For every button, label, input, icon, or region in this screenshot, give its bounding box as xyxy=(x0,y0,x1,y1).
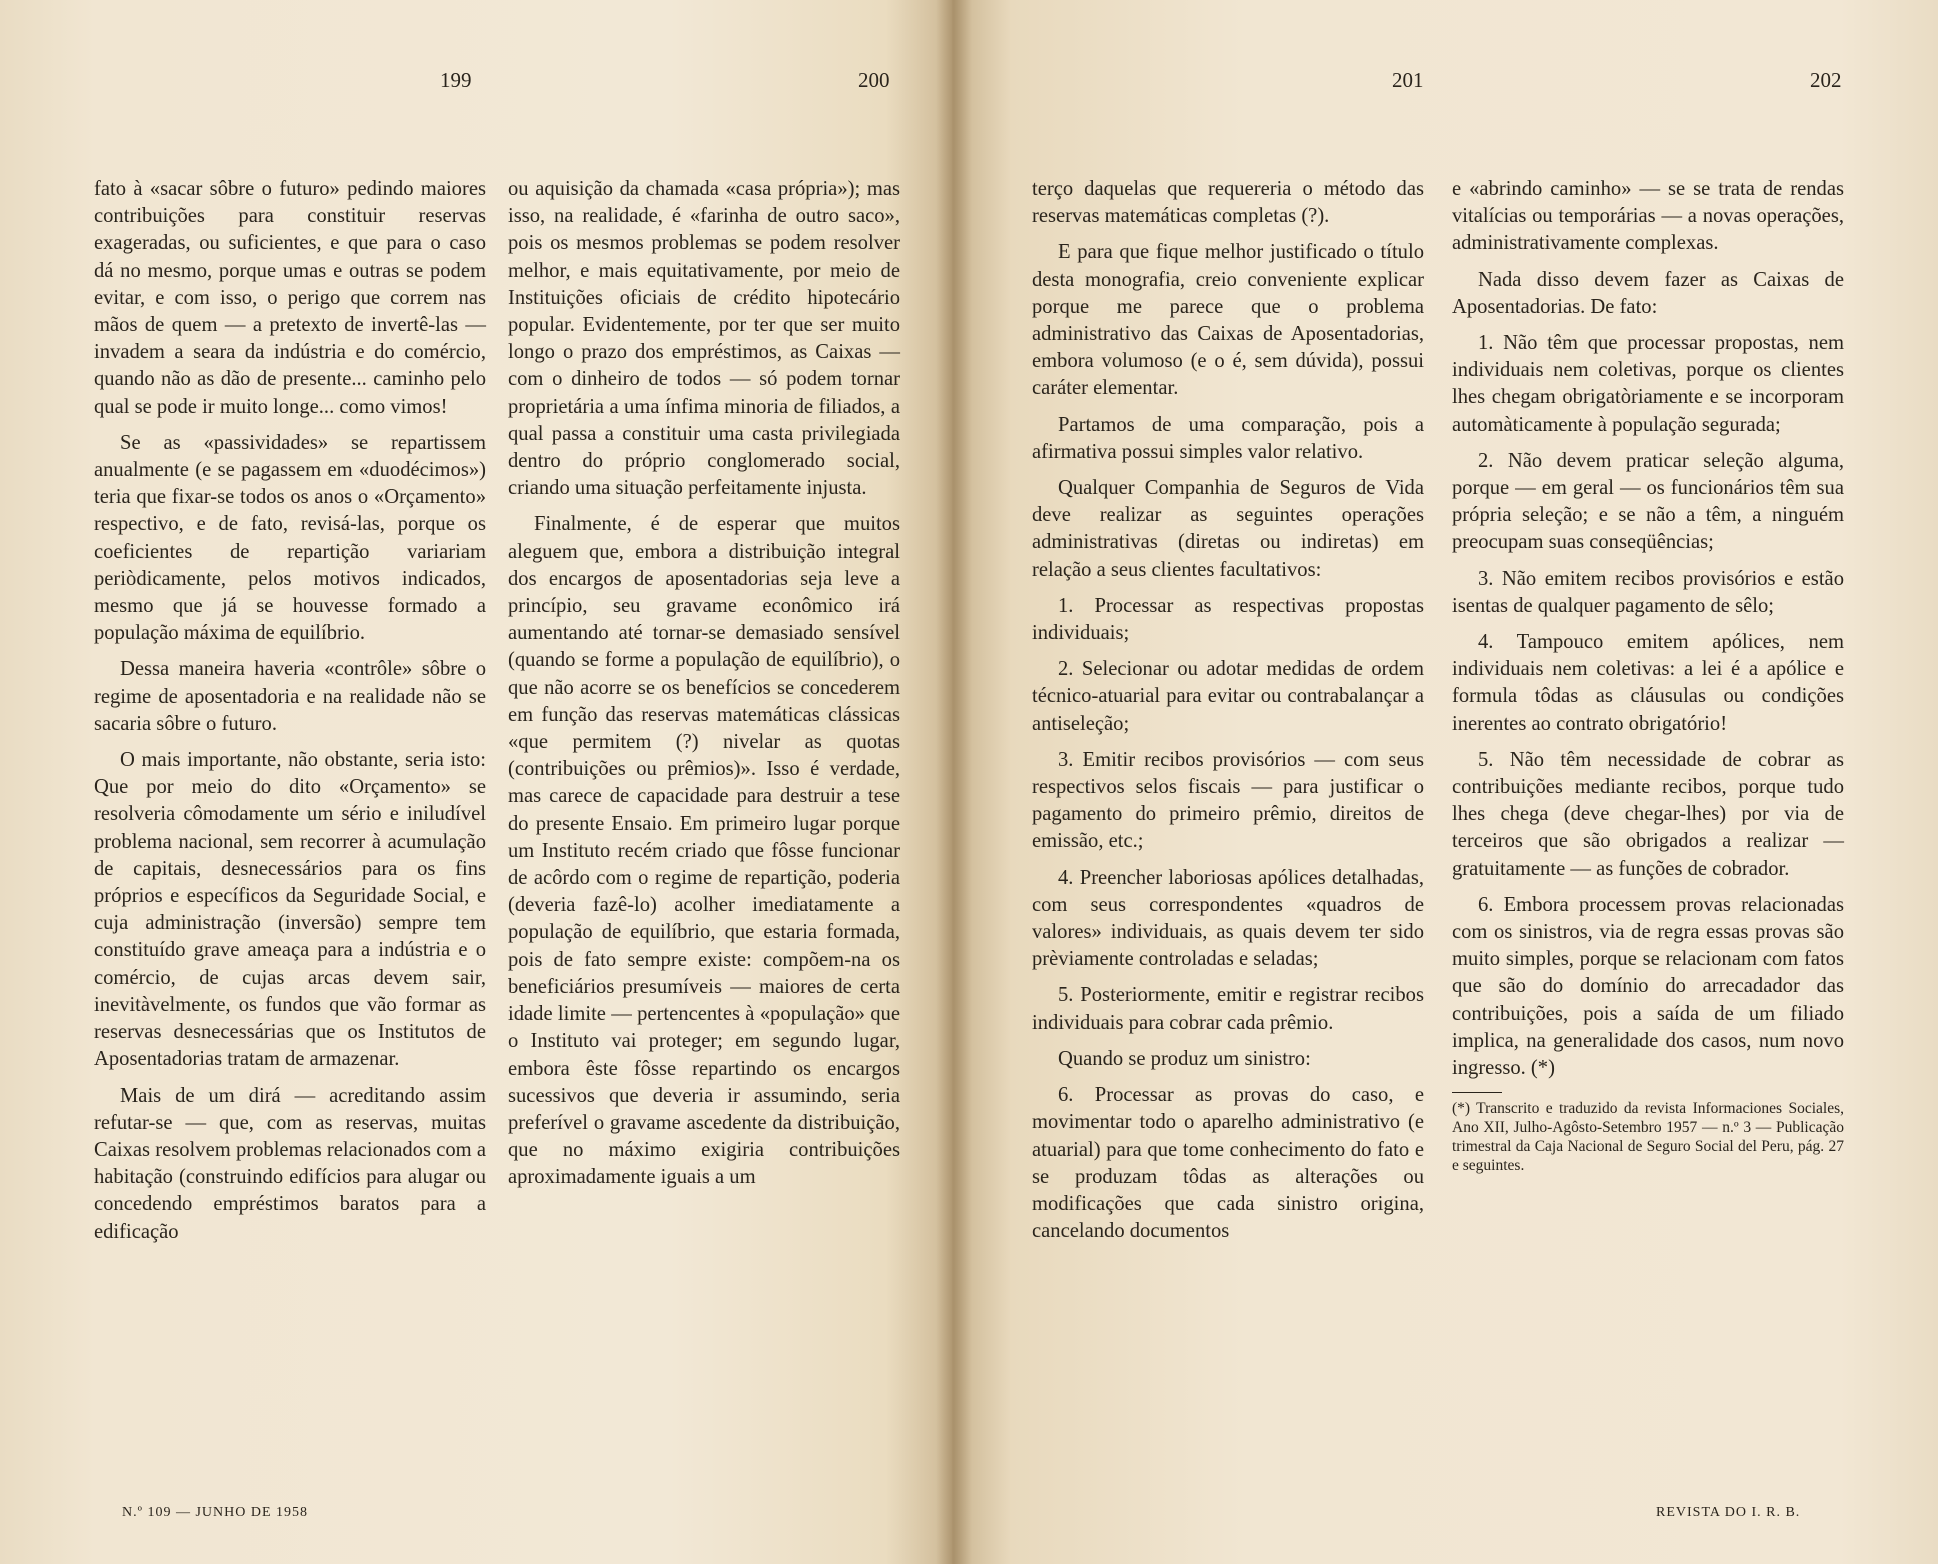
paragraph: E para que fique melhor justificado o título desta monografia, creio conveniente explicar porque me parece que o problema administrativo das Caixas de Aposentadorias, embora volumoso (e o é, sem dúvida), possui caráter elementar. xyxy=(1032,241,1424,400)
list-item: 3. Não emitem recibos provisórios e estão isentas de qualquer pagamento de sêlo; xyxy=(1452,567,1844,617)
paragraph: Dessa maneira haveria «contrôle» sôbre o regime de aposentadoria e na realidade não se sacaria sôbre o futuro. xyxy=(94,658,486,735)
list-item: 1. Não têm que processar propostas, nem individuais nem coletivas, porque os clientes lhes chegam obrigatòriamente e se incorporam automàticamente à população segurada; xyxy=(1452,332,1844,436)
text-column-201 xyxy=(1032,176,1424,1254)
list-item: 1. Processar as respectivas propostas individuais; xyxy=(1032,594,1424,645)
footnote-rule xyxy=(1452,1092,1502,1093)
list-item: 2. Não devem praticar seleção alguma, porque — em geral — os funcionários têm sua própria seleção; e se não a têm, a ninguém preocupam suas conseqüências; xyxy=(1452,449,1844,554)
right-page xyxy=(952,0,1938,1564)
list-item: 6. Processar as provas do caso, e movimentar todo o aparelho administrativo (e atuarial) para que tome conhecimento do fato e se produzam tôdas as alterações ou modificações que cada sinistro origina, cancelando documentos xyxy=(1032,1084,1424,1243)
paragraph: Finalmente, é de esperar que muitos aleguem que, embora a distribuição integral dos encargos de aposentadorias seja leve a princípio, seu gravame econômico irá aumentando até tornar-se demasiado sensível (quando se forme a população de equilíbrio), o que não acorre se os benefícios se concederem em função das reservas matemáticas clássicas «que permitem (?) nivelar as quotas (contribuições ou prêmios)». Isso é verdade, mas carece de capacidade para destruir a tese do presente Ensaio. Em primeiro lugar porque um Instituto recém criado que fôsse funcionar de acôrdo com o regime de repartição, poderia (deveria fazê-lo) acolher imediatamente a população de equilíbrio, que estaria formada, pois de fato sempre existe: compõem-na os beneficiários presumíveis — maiores de certa idade limite — pertencentes à «população» que o Instituto vai proteger; em segundo lugar, embora êste fôsse repartindo os encargos sucessivos que deveria ir assumindo, seria preferível o gravame ascedente da distribuição, que no máximo exigiria contribuições aproximadamente iguais a um xyxy=(508,513,900,1189)
paragraph: Quando se produz um sinistro: xyxy=(1058,1047,1311,1070)
page-number: 201 xyxy=(1392,68,1424,92)
footer-journal: REVISTA DO I. R. B. xyxy=(1656,1505,1801,1520)
list-item: 2. Selecionar ou adotar medidas de ordem técnico-atuarial para evitar ou contrabalançar a antiseleção; xyxy=(1032,658,1424,735)
book-gutter xyxy=(936,0,972,1564)
paragraph: Mais de um dirá — acreditando assim refutar-se — que, com as reservas, muitas Caixas resolvem problemas relacionados com a habitação (construindo edifícios para alugar ou concedendo empréstimos baratos para a edificação xyxy=(94,1084,486,1243)
left-page xyxy=(0,0,952,1564)
paragraph: Nada disso devem fazer as Caixas de Aposentadorias. De fato: xyxy=(1452,268,1844,318)
page-number: 199 xyxy=(440,68,472,92)
paragraph: Qualquer Companhia de Seguros de Vida deve realizar as seguintes operações administrativas (diretas ou indiretas) em relação a seus clientes facultativos: xyxy=(1032,477,1424,581)
list-item: 3. Emitir recibos provisórios — com seus respectivos selos fiscais — para justificar o pagamento do primeiro prêmio, direitos de emissão, etc.; xyxy=(1032,748,1424,853)
paragraph: ou aquisição da chamada «casa própria»); mas isso, na realidade, é «farinha de outro saco», pois os mesmos problemas se podem resolver melhor, e mais equitativamente, por meio de Instituições oficiais de crédito hipotecário popular. Evidentemente, por ter que ser muito longo o prazo dos empréstimos, as Caixas — com o dinheiro de todos — só podem tornar proprietária a uma ínfima minoria de filiados, a qual passa a constituir uma casta privilegiada dentro do próprio conglomerado social, criando uma situação perfeitamente injusta. xyxy=(508,178,900,500)
text-column-200 xyxy=(508,176,900,1201)
text-column-202 xyxy=(1452,176,1844,1175)
text-column-199 xyxy=(94,176,486,1255)
paragraph: terço daquelas que requereria o método das reservas matemáticas completas (?). xyxy=(1032,178,1424,228)
list-item: 4. Preencher laboriosas apólices detalhadas, com seus correspondentes «quadros de valores» individuais, as quais devem ter sido prèviamente controladas e seladas; xyxy=(1032,866,1424,971)
page-number: 200 xyxy=(858,68,890,92)
paragraph: e «abrindo caminho» — se se trata de rendas vitalícias ou temporárias — a novas operações, administrativamente complexas. xyxy=(1452,178,1844,255)
footer-issue: N.º 109 — JUNHO DE 1958 xyxy=(122,1505,309,1520)
paragraph: fato à «sacar sôbre o futuro» pedindo maiores contribuições para constituir reservas exageradas, ou suficientes, e que para o caso dá no mesmo, porque umas e outras se podem evitar, e com isso, o perigo que correm nas mãos de quem — a pretexto de invertê-las — invadem a seara da indústria e do comércio, quando não as dão de presente... caminho pelo qual se pode ir muito longe... como vimos! xyxy=(94,178,486,418)
list-item: 6. Embora processem provas relacionadas com os sinistros, via de regra essas provas são muito simples, porque se relacionam com fatos que são do domínio do arrecadador das contribuições, pois a saída de um filiado implica, na generalidade dos casos, num novo ingresso. (*) xyxy=(1452,893,1844,1080)
list-item: 5. Posteriormente, emitir e registrar recibos individuais para cobrar cada prêmio. xyxy=(1032,984,1424,1034)
paragraph: O mais importante, não obstante, seria isto: Que por meio do dito «Orçamento» se resolveria cômodamente um sério e iniludível problema nacional, sem recorrer à acumulação de capitais, desnecessários para os fins próprios e específicos da Seguridade Social, e cuja administração (inversão) sempre tem constituído grave ameaça para a indústria e o comércio, de cujas arcas devem sair, inevitàvelmente, os fundos que vão formar as reservas desnecessárias que os Institutos de Aposentadorias tratam de armazenar. xyxy=(94,749,486,1071)
list-item: 5. Não têm necessidade de cobrar as contribuições mediante recibos, porque tudo lhes chega (deve chegar-lhes) por via de terceiros que são obrigados a realizar — gratuitamente — as funções de cobrador. xyxy=(1452,748,1844,880)
paragraph: Partamos de uma comparação, pois a afirmativa possui simples valor relativo. xyxy=(1032,413,1424,463)
paragraph: Se as «passividades» se repartissem anualmente (e se pagassem em «duodécimos») teria que fixar-se todos os anos o «Orçamento» respectivo, e de fato, revisá-las, porque os coeficientes de repartição variariam periòdicamente, pelos motivos indicados, mesmo que já se houvesse formado a população máxima de equilíbrio. xyxy=(94,431,486,645)
footnote: (*) Transcrito e traduzido da revista Informaciones Sociales, Ano XII, Julho-Agôsto-Setembro 1957 — n.º 3 — Publicação trimestral da Caja Nacional de Seguro Social del Peru, pág. 27 e seguintes. xyxy=(1452,1100,1844,1175)
page-number: 202 xyxy=(1810,68,1842,92)
list-item: 4. Tampouco emitem apólices, nem individuais nem coletivas: a lei é a apólice e formula tôdas as cláusulas ou condições inerentes ao contrato obrigatório! xyxy=(1452,631,1844,735)
